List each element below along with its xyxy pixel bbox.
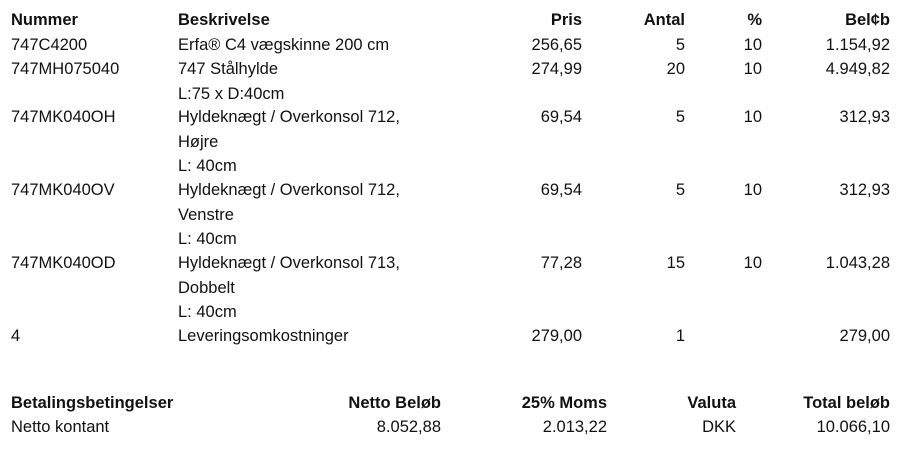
row-description-line: L: 40cm <box>178 303 237 321</box>
row-pct: 10 <box>743 60 762 78</box>
row-description <box>178 33 389 58</box>
summary-header-netto: Netto Beløb <box>348 394 441 412</box>
row-nummer: 747MK040OD <box>11 254 116 272</box>
row-pct: 10 <box>743 108 762 126</box>
row-description <box>178 251 400 325</box>
row-pris: 69,54 <box>540 181 582 199</box>
summary-header-valuta: Valuta <box>687 394 736 412</box>
row-description-line: L: 40cm <box>178 157 237 175</box>
row-description <box>178 324 349 349</box>
row-pris: 274,99 <box>531 60 582 78</box>
row-description-line: Erfa® C4 vægskinne 200 cm <box>178 36 390 54</box>
row-pct: 10 <box>743 36 762 54</box>
column-header-nummer: Nummer <box>11 11 78 29</box>
row-description-line: Hyldeknægt / Overkonsol 713, <box>178 254 400 272</box>
row-description-line: L:75 x D:40cm <box>178 84 285 103</box>
summary-value-netto: 8.052,88 <box>376 418 441 436</box>
row-pct: 10 <box>743 181 762 199</box>
column-header-pct: % <box>747 11 762 29</box>
summary-header-betaling: Betalingsbetingelser <box>11 394 174 412</box>
row-description-line: Højre <box>178 132 219 151</box>
row-description-line: Hyldeknægt / Overkonsol 712, <box>178 181 400 199</box>
column-header-belob: Bel¢b <box>845 11 890 29</box>
row-description-line: L: 40cm <box>178 230 237 248</box>
row-belob: 1.154,92 <box>825 36 890 54</box>
row-antal: 15 <box>666 254 685 272</box>
row-belob: 1.043,28 <box>825 254 890 272</box>
column-header-antal: Antal <box>643 11 685 29</box>
row-nummer: 747MK040OH <box>11 108 116 126</box>
row-description-line: Leveringsomkostninger <box>178 327 349 345</box>
row-pris: 279,00 <box>531 327 582 345</box>
row-nummer: 747MH075040 <box>11 60 120 78</box>
summary-value-moms: 2.013,22 <box>542 418 607 436</box>
summary-value-betaling: Netto kontant <box>11 418 110 436</box>
row-antal: 20 <box>666 60 685 78</box>
row-nummer: 747C4200 <box>11 36 88 54</box>
row-antal: 5 <box>675 108 685 126</box>
row-belob: 4.949,82 <box>825 60 890 78</box>
row-description <box>178 178 400 252</box>
row-nummer: 4 <box>11 327 21 345</box>
row-belob: 312,93 <box>839 108 890 126</box>
row-antal: 5 <box>675 36 685 54</box>
row-antal: 1 <box>675 327 685 345</box>
row-description <box>178 57 284 106</box>
row-description-line: Venstre <box>178 205 234 224</box>
row-nummer: 747MK040OV <box>11 181 115 199</box>
row-description-line: 747 Stålhylde <box>178 60 278 78</box>
row-description <box>178 105 400 179</box>
summary-header-moms: 25% Moms <box>521 394 607 412</box>
row-pris: 256,65 <box>531 36 582 54</box>
summary-value-total: 10.066,10 <box>816 418 890 436</box>
summary-header-total: Total beløb <box>803 394 890 412</box>
row-antal: 5 <box>675 181 685 199</box>
row-belob: 312,93 <box>839 181 890 199</box>
column-header-beskrivelse: Beskrivelse <box>178 11 270 29</box>
column-header-pris: Pris <box>550 11 582 29</box>
row-pct: 10 <box>743 254 762 272</box>
row-description-line: Hyldeknægt / Overkonsol 712, <box>178 108 400 126</box>
row-pris: 77,28 <box>540 254 582 272</box>
row-description-line: Dobbelt <box>178 278 235 297</box>
row-pris: 69,54 <box>540 108 582 126</box>
summary-value-valuta: DKK <box>702 418 736 436</box>
row-belob: 279,00 <box>839 327 890 345</box>
